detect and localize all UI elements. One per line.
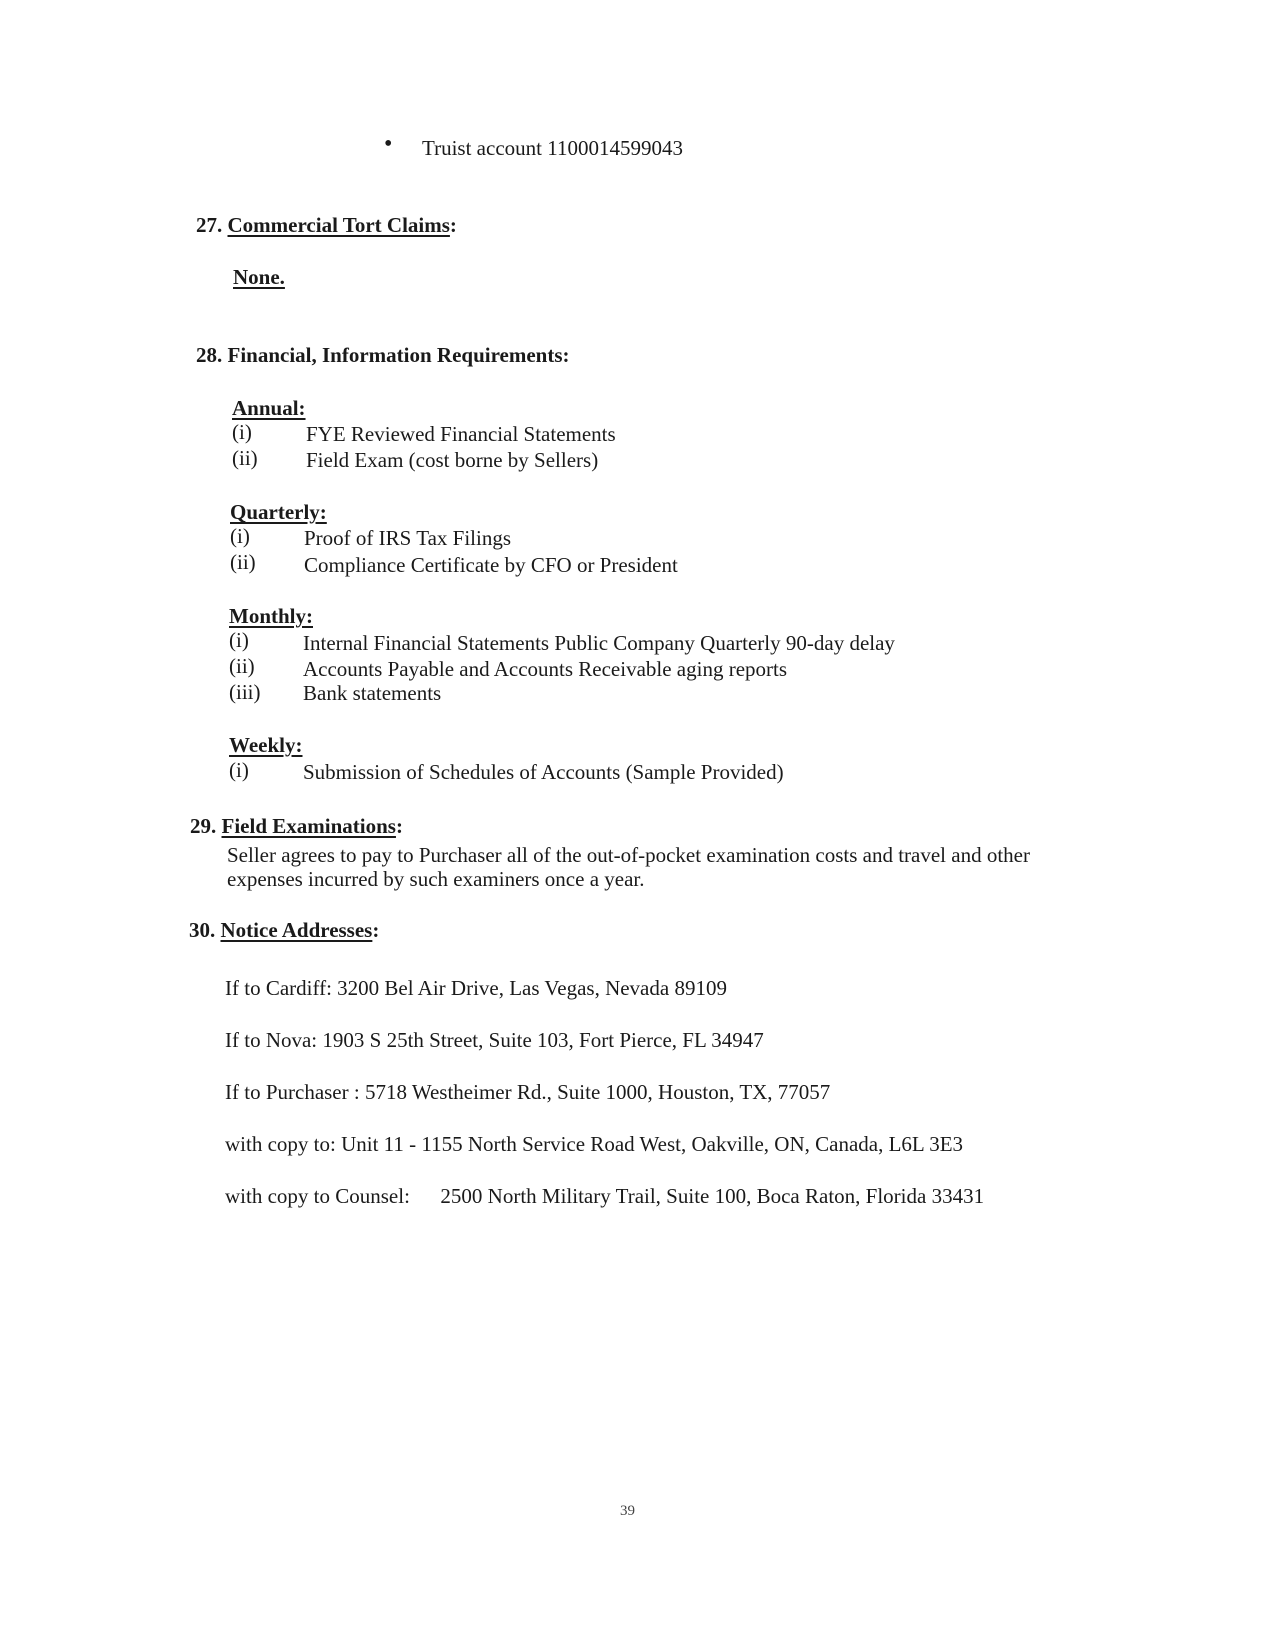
group-heading-annual: Annual:: [232, 396, 306, 420]
bullet-text: Truist account 1100014599043: [422, 136, 683, 160]
section-colon: :: [395, 814, 403, 838]
group-heading-monthly: Monthly:: [229, 604, 313, 628]
page-number: 39: [620, 1503, 635, 1519]
section-29-heading: [190, 814, 403, 839]
section-29-line-2: expenses incurred by such examiners once a year.: [227, 867, 645, 891]
section-number: 28.: [196, 343, 223, 367]
section-27-heading: [196, 213, 457, 238]
section-29-line-1: Seller agrees to pay to Purchaser all of the out-of-pocket examination costs and travel and other: [227, 843, 1030, 867]
item-label: (iii): [229, 680, 261, 704]
section-title: Commercial Tort Claims: [227, 213, 450, 237]
item-label: (ii): [230, 550, 256, 574]
address-cardiff: If to Cardiff: 3200 Bel Air Drive, Las Vegas, Nevada 89109: [225, 976, 727, 1000]
item-label: (i): [229, 758, 249, 782]
address-nova: If to Nova: 1903 S 25th Street, Suite 103, Fort Pierce, FL 34947: [225, 1028, 764, 1052]
section-27-content: None.: [233, 265, 285, 289]
group-heading-quarterly: Quarterly:: [230, 500, 327, 524]
section-number: 30.: [189, 918, 216, 942]
item-text: Internal Financial Statements Public Company Quarterly 90-day delay: [303, 631, 895, 655]
item-text: Submission of Schedules of Accounts (Sample Provided): [303, 760, 784, 784]
section-30-heading: [189, 918, 379, 943]
item-label: (i): [232, 420, 252, 444]
counsel-address: 2500 North Military Trail, Suite 100, Boca Raton, Florida 33431: [440, 1184, 985, 1208]
section-number: 27.: [196, 213, 223, 237]
item-label: (i): [230, 524, 250, 548]
section-colon: :: [449, 213, 457, 237]
section-number: 29.: [190, 814, 217, 838]
item-text: Field Exam (cost borne by Sellers): [306, 448, 599, 472]
section-title: Financial, Information Requirements:: [227, 343, 570, 367]
address-counsel: [225, 1184, 984, 1209]
section-title: Field Examinations: [221, 814, 396, 838]
bullet-icon: •: [384, 131, 393, 157]
item-text: Proof of IRS Tax Filings: [304, 526, 511, 550]
counsel-label: with copy to Counsel:: [225, 1184, 410, 1208]
address-copy: with copy to: Unit 11 - 1155 North Service Road West, Oakville, ON, Canada, L6L 3E3: [225, 1132, 964, 1156]
section-title: Notice Addresses: [220, 918, 373, 942]
section-28-heading: [196, 343, 570, 368]
group-heading-weekly: Weekly:: [229, 733, 303, 757]
item-text: FYE Reviewed Financial Statements: [306, 422, 616, 446]
item-text: Bank statements: [303, 681, 442, 705]
section-colon: :: [372, 918, 380, 942]
item-text: Accounts Payable and Accounts Receivable aging reports: [303, 657, 788, 681]
item-text: Compliance Certificate by CFO or President: [304, 553, 678, 577]
item-label: (i): [229, 628, 249, 652]
address-purchaser: If to Purchaser : 5718 Westheimer Rd., Suite 1000, Houston, TX, 77057: [225, 1080, 831, 1104]
item-label: (ii): [232, 446, 258, 470]
item-label: (ii): [229, 654, 255, 678]
